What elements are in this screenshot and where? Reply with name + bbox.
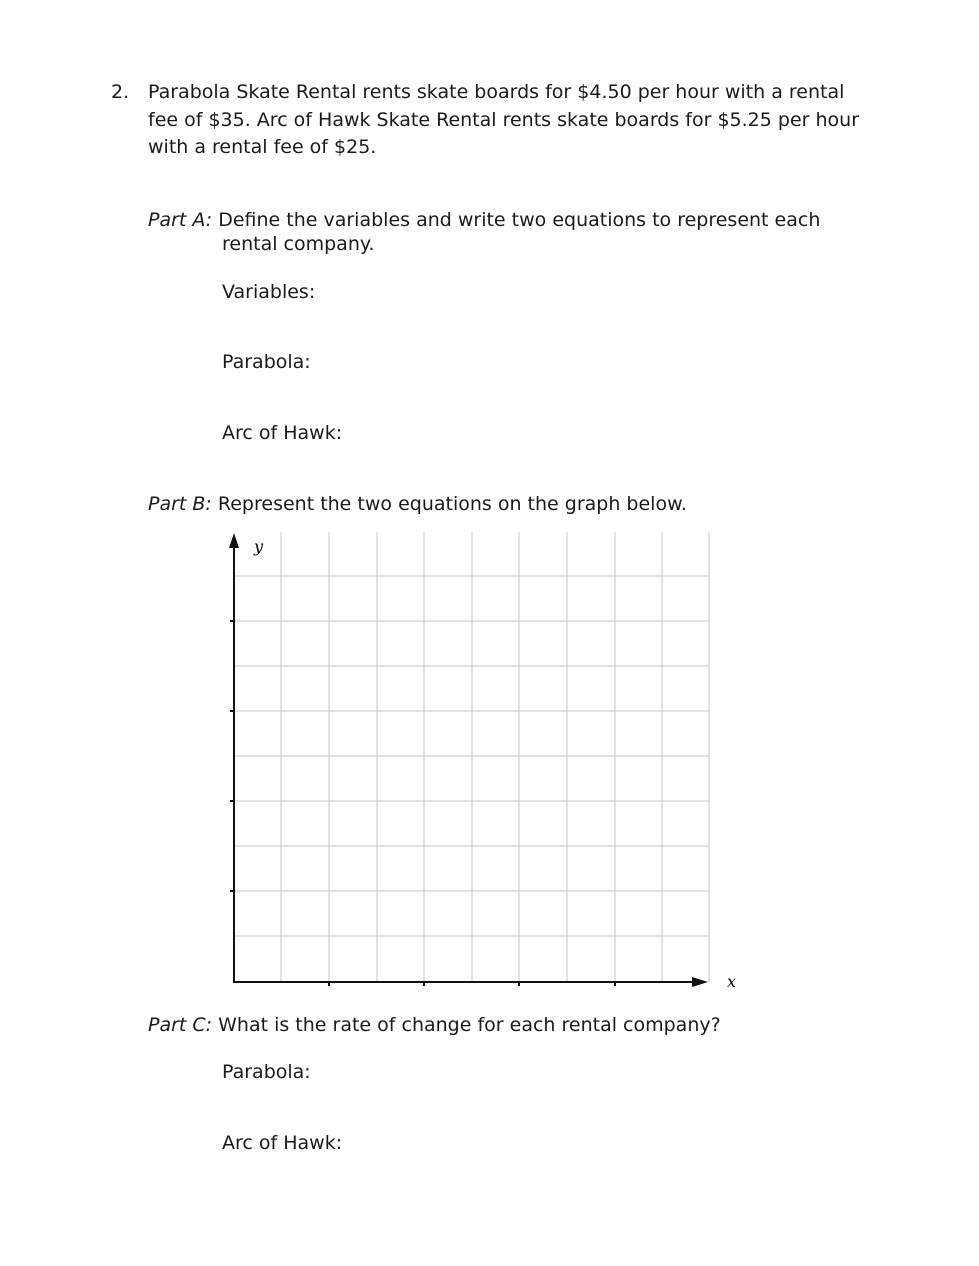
y-axis-label: y — [254, 537, 264, 556]
axis-ticks — [230, 621, 615, 986]
question-line-1: Parabola Skate Rental rents skate boards for $4.50 per hour with a rental — [148, 81, 845, 103]
question-text — [148, 79, 878, 162]
part-c-prompt — [148, 1013, 721, 1037]
part-b-label: Part B: — [148, 493, 212, 515]
variables-label: Variables: — [222, 281, 316, 303]
question-line-3: with a rental fee of $25. — [148, 136, 377, 158]
axes — [233, 542, 696, 982]
part-a-label: Part A: — [148, 209, 213, 231]
y-axis-arrow-icon — [229, 533, 239, 548]
x-axis-label: x — [727, 972, 737, 991]
part-c-parabola-label: Parabola: — [222, 1061, 311, 1083]
part-c-label: Part C: — [148, 1014, 213, 1036]
part-c-text: What is the rate of change for each rental company? — [218, 1014, 721, 1036]
grid-lines — [234, 532, 709, 982]
blank-coordinate-grid — [226, 530, 746, 995]
part-a-text-1: Define the variables and write two equations to represent each — [218, 209, 821, 231]
question-number: 2. — [111, 81, 130, 103]
part-b-prompt — [148, 492, 687, 516]
x-axis-arrow-icon — [692, 977, 708, 987]
part-c-arc-label: Arc of Hawk: — [222, 1132, 343, 1154]
part-a-text-2: rental company. — [222, 233, 375, 255]
part-a-prompt — [148, 208, 868, 256]
part-a-parabola-label: Parabola: — [222, 351, 311, 373]
part-b-text: Represent the two equations on the graph below. — [217, 493, 687, 515]
question-line-2: fee of $35. Arc of Hawk Skate Rental rents skate boards for $5.25 per hour — [148, 108, 860, 131]
part-a-arc-label: Arc of Hawk: — [222, 422, 343, 444]
